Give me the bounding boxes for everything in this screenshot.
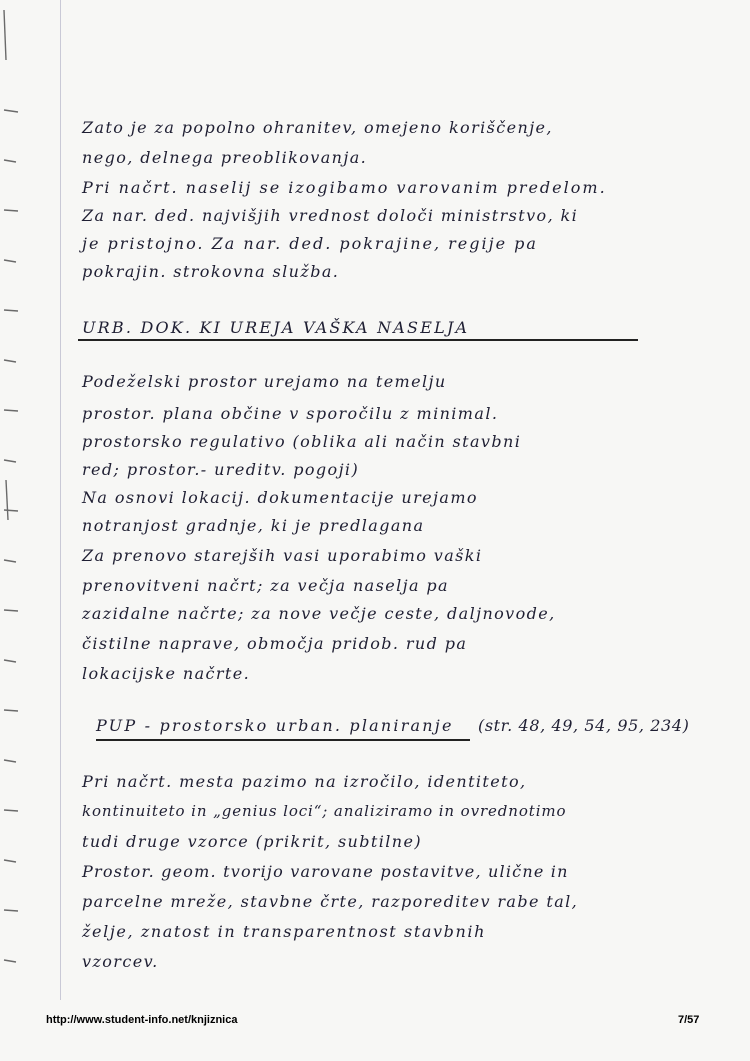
note-line-3: Pri načrt. naselij se izogibamo varovanim predelom. <box>82 178 607 197</box>
note-line-23: tudi druge vzorce (prikrit, subtilne) <box>82 832 422 851</box>
note-line-21: Pri načrt. mesta pazimo na izročilo, identiteto, <box>82 772 527 791</box>
section-heading-urb-dok: URB. DOK. KI UREJA VAŠKA NASELJA <box>82 318 470 337</box>
note-line-2: nego, delnega preoblikovanja. <box>82 148 368 167</box>
spiral-binding-marks <box>0 0 40 1061</box>
note-line-13: notranjost gradnje, ki je predlagana <box>82 516 425 535</box>
page-references: (str. 48, 49, 54, 95, 234) <box>478 716 690 735</box>
note-line-22: kontinuiteto in „genius loci“; analiziramo in ovrednotimo <box>82 802 567 820</box>
note-line-5: je pristojno. Za nar. ded. pokrajine, regije pa <box>82 234 538 253</box>
footer-page-number: 7/57 <box>678 1014 700 1026</box>
heading-underline <box>78 339 638 341</box>
note-line-11: red; prostor.- ureditv. pogoji) <box>82 460 360 479</box>
section-heading-pup: PUP - prostorsko urban. planiranje <box>96 716 454 735</box>
note-line-26: želje, znatost in transparentnost stavbnih <box>82 922 487 941</box>
note-line-9: prostor. plana občine v sporočilu z minimal. <box>82 404 499 423</box>
note-line-27: vzorcev. <box>82 952 159 971</box>
note-line-6: pokrajin. strokovna služba. <box>82 262 340 281</box>
pup-underline <box>96 739 470 741</box>
margin-line <box>60 0 61 1000</box>
note-line-16: zazidalne načrte; za nove večje ceste, daljnovode, <box>82 604 556 623</box>
note-line-8: Podeželski prostor urejamo na temelju <box>82 372 447 391</box>
note-line-12: Na osnovi lokacij. dokumentacije urejamo <box>82 488 478 507</box>
footer-url[interactable]: http://www.student-info.net/knjiznica <box>46 1014 238 1026</box>
note-line-10: prostorsko regulativo (oblika ali način stavbni <box>82 432 522 451</box>
note-line-24: Prostor. geom. tvorijo varovane postavitve, ulične in <box>82 862 569 881</box>
note-line-17: čistilne naprave, območja pridob. rud pa <box>82 634 468 653</box>
note-line-4: Za nar. ded. najvišjih vrednost določi ministrstvo, ki <box>82 206 579 225</box>
note-line-1: Zato je za popolno ohranitev, omejeno koriščenje, <box>82 118 553 137</box>
note-line-18: lokacijske načrte. <box>82 664 251 683</box>
note-line-14: Za prenovo starejših vasi uporabimo vaški <box>82 546 483 565</box>
note-line-15: prenovitveni načrt; za večja naselja pa <box>82 576 449 595</box>
note-line-25: parcelne mreže, stavbne črte, razporeditev rabe tal, <box>82 892 579 911</box>
